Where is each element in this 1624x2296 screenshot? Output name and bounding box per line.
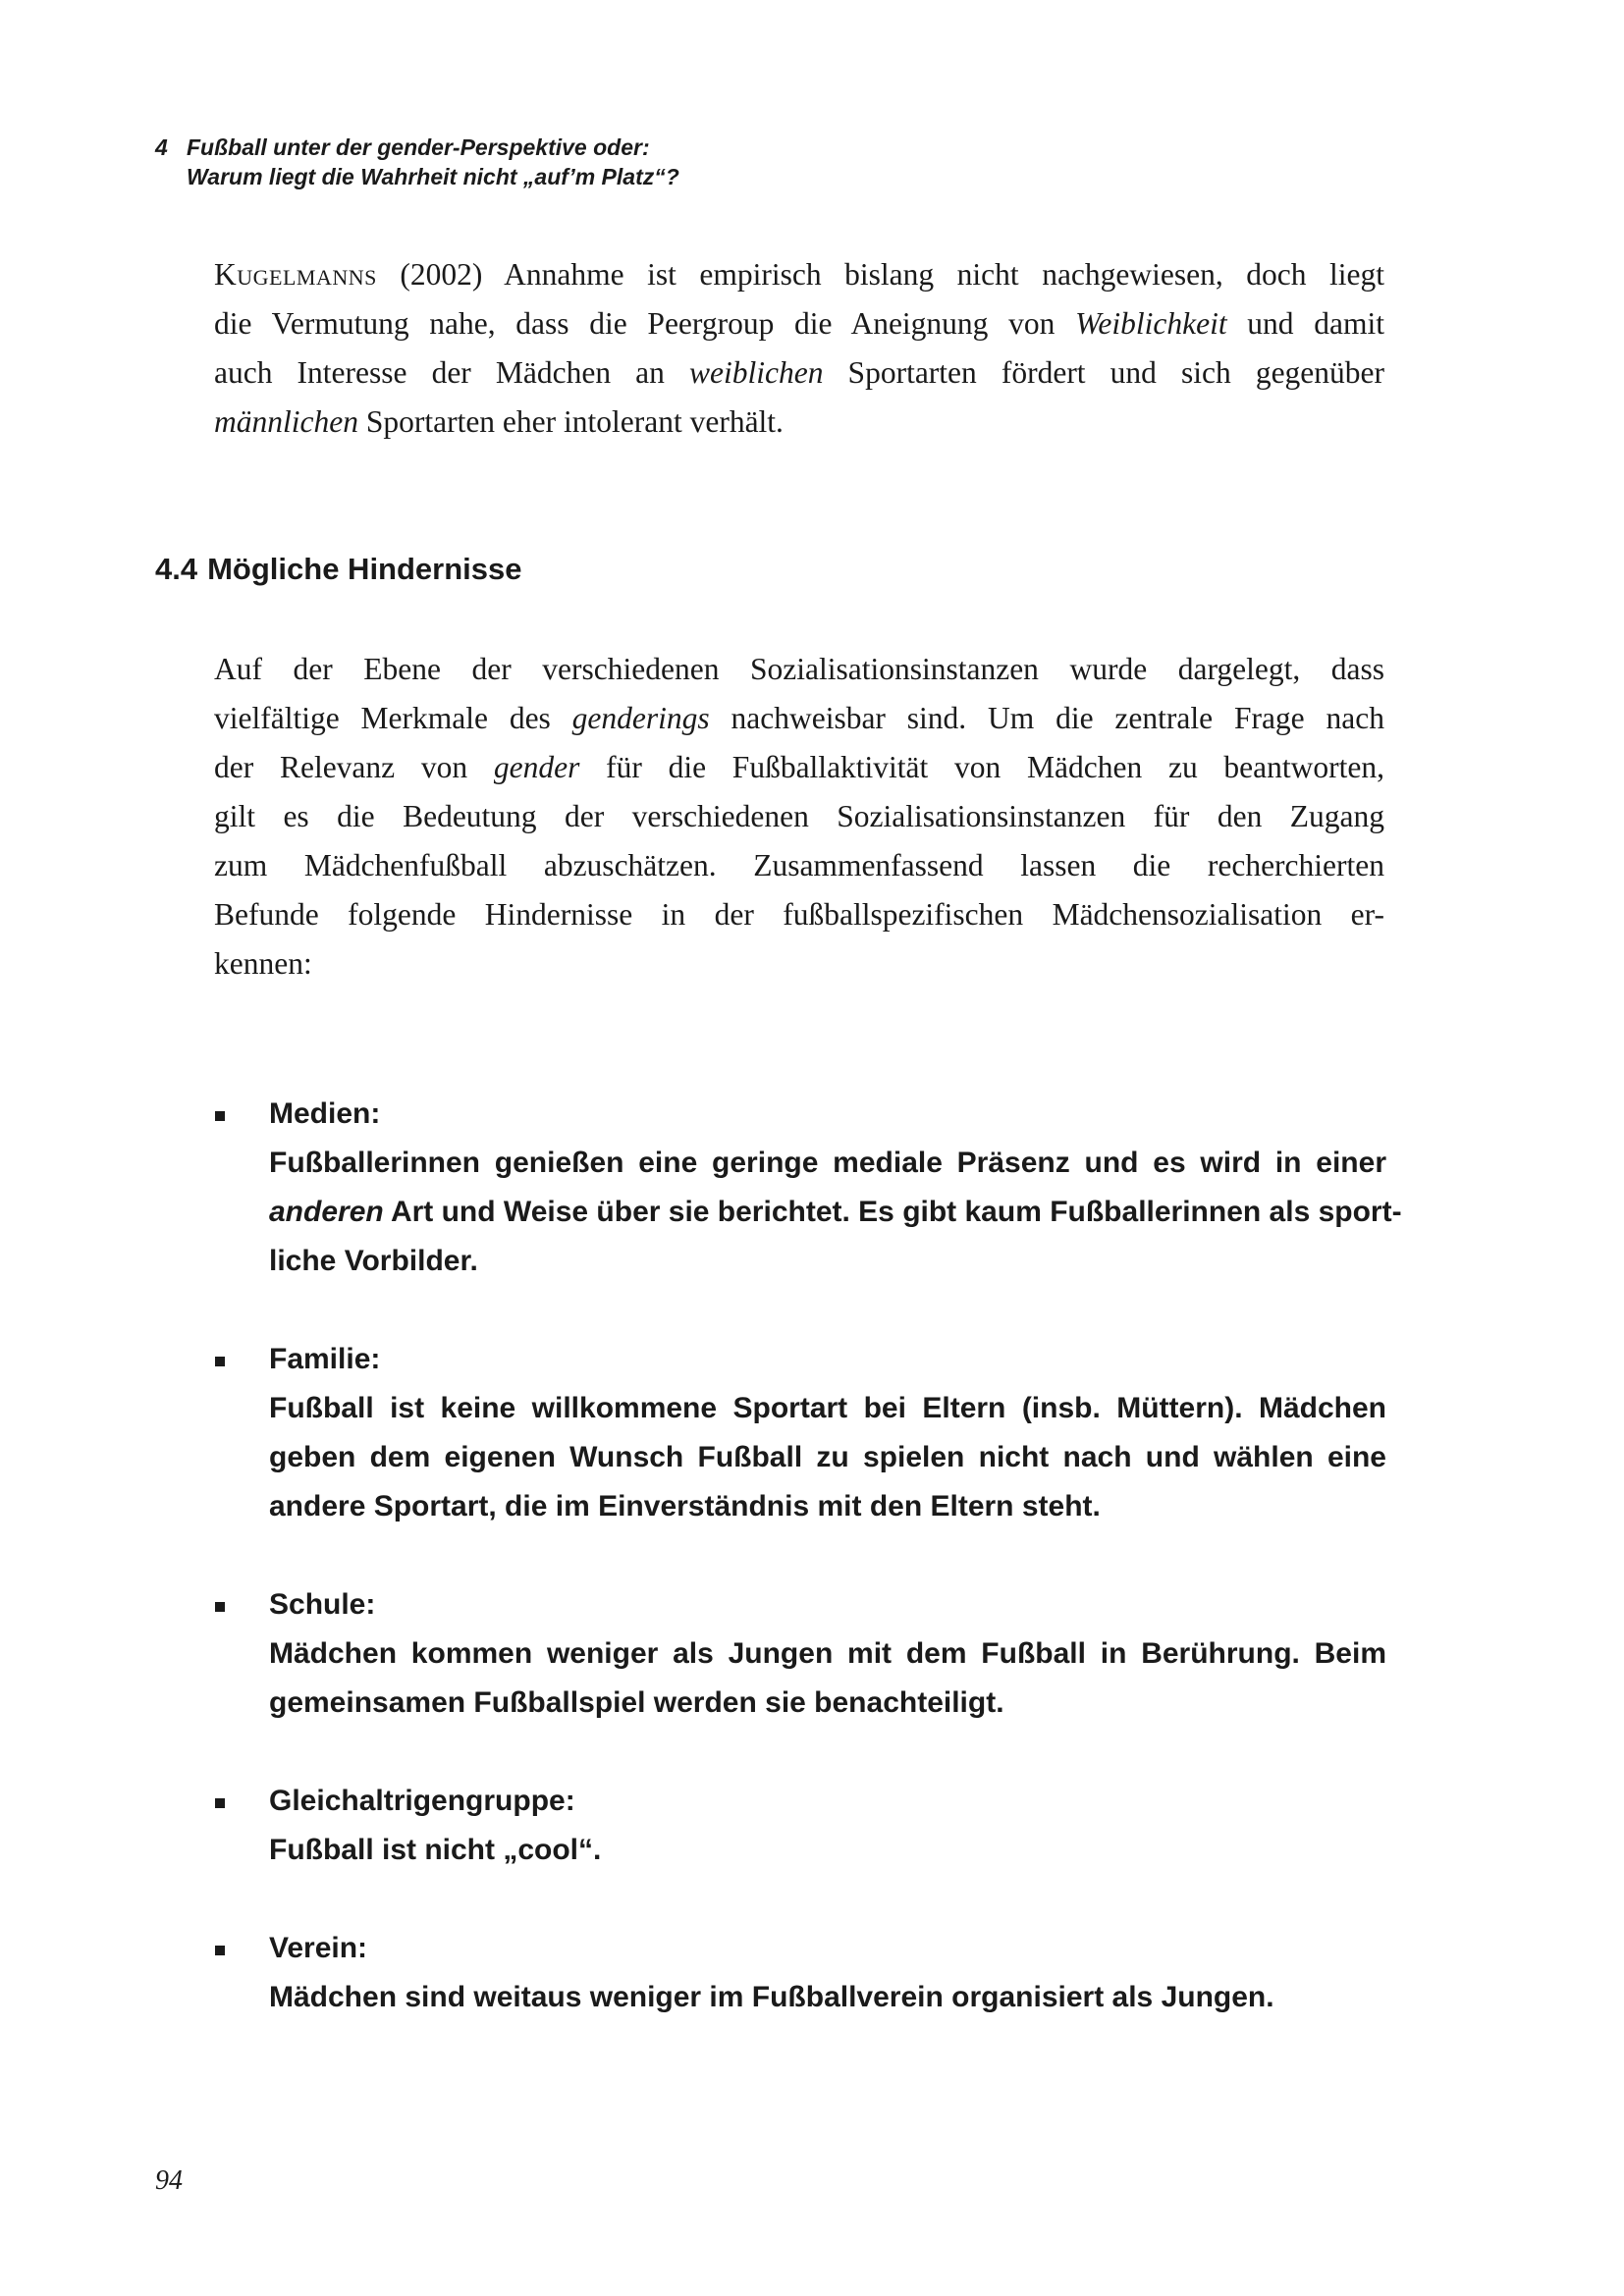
- list-item-schule: [214, 1580, 1386, 1728]
- list-item-title: Medien:: [269, 1097, 381, 1130]
- text-run: die Vermutung nahe, dass die Peergroup die Aneignung von: [214, 306, 1076, 341]
- paragraph-line: zum Mädchenfußball abzuschätzen. Zusammenfassend lassen die recherchierten: [214, 848, 1384, 882]
- list-item-line: [269, 1188, 1402, 1237]
- page-number: 94: [155, 2165, 183, 2196]
- paragraph-line: [214, 398, 1384, 447]
- chapter-number: 4: [155, 134, 168, 160]
- list-item-line: andere Sportart, die im Einverständnis mit den Eltern steht.: [269, 1490, 1101, 1522]
- text-run: und damit: [1226, 306, 1384, 341]
- text-run: für die Fußballaktivität von Mädchen zu beantworten,: [579, 750, 1384, 784]
- square-bullet-icon: [215, 1602, 225, 1612]
- text-run: nachweisbar sind. Um die zentrale Frage nach: [709, 701, 1384, 735]
- text-run: (2002) Annahme ist empirisch bislang nicht nachgewiesen, doch liegt: [376, 257, 1384, 292]
- running-header-line-1: [155, 133, 679, 162]
- cited-author: Kugelmanns: [214, 257, 377, 292]
- list-item-line: Fußball ist keine willkommene Sportart bei Eltern (insb. Müttern). Mädchen: [269, 1392, 1386, 1424]
- paragraph-line: [214, 250, 1384, 299]
- section-title: Mögliche Hindernisse: [207, 552, 522, 586]
- list-item-verein: [214, 1924, 1386, 2022]
- list-item-line: liche Vorbilder.: [269, 1245, 478, 1277]
- emphasis: Weiblichkeit: [1075, 306, 1227, 341]
- square-bullet-icon: [215, 1111, 225, 1121]
- emphasis: gender: [493, 750, 580, 784]
- emphasis: anderen: [269, 1196, 384, 1228]
- paragraph-line: Befunde folgende Hindernisse in der fußballspezifischen Mädchensozialisation er-: [214, 897, 1384, 932]
- list-item-line: gemeinsamen Fußballspiel werden sie benachteiligt.: [269, 1686, 1004, 1719]
- emphasis: männlichen: [214, 404, 358, 439]
- paragraph-line: [214, 743, 1384, 792]
- paragraph-line: kennen:: [214, 946, 312, 981]
- chapter-title-line-2: Warum liegt die Wahrheit nicht „auf’m Platz“?: [187, 164, 679, 189]
- text-run: Art und Weise über sie berichtet. Es gibt kaum Fußballerinnen als sport-: [383, 1196, 1402, 1228]
- list-item-title: Familie:: [269, 1343, 381, 1375]
- list-item-line: Mädchen kommen weniger als Jungen mit dem Fußball in Berührung. Beim: [269, 1637, 1386, 1670]
- text-run: vielfältige Merkmale des: [214, 701, 572, 735]
- paragraph-line: [214, 348, 1384, 398]
- list-item-line: Fußball ist nicht „cool“.: [269, 1834, 602, 1866]
- square-bullet-icon: [215, 1946, 225, 1955]
- running-header: [155, 133, 679, 191]
- chapter-title-line-1: Fußball unter der gender-Perspektive oder:: [187, 134, 650, 160]
- list-item-line: geben dem eigenen Wunsch Fußball zu spielen nicht nach und wählen eine: [269, 1441, 1386, 1473]
- paragraph-line: [214, 694, 1384, 743]
- section-heading: [155, 550, 522, 589]
- list-item-line: Fußballerinnen genießen eine geringe mediale Präsenz und es wird in einer: [269, 1147, 1386, 1179]
- emphasis: weiblichen: [689, 355, 824, 390]
- list-item-line: Mädchen sind weitaus weniger im Fußballverein organisiert als Jungen.: [269, 1981, 1274, 2013]
- square-bullet-icon: [215, 1798, 225, 1808]
- paragraph-line: [214, 299, 1384, 348]
- intro-paragraph: [214, 250, 1384, 447]
- text-run: Sportarten fördert und sich gegenüber: [823, 355, 1384, 390]
- paragraph-line: Auf der Ebene der verschiedenen Sozialisationsinstanzen wurde dargelegt, dass: [214, 652, 1384, 686]
- obstacle-list: [214, 1090, 1402, 2022]
- paragraph-line: gilt es die Bedeutung der verschiedenen Sozialisationsinstanzen für den Zugang: [214, 799, 1384, 833]
- list-item-title: Schule:: [269, 1588, 376, 1621]
- list-item-gleichaltrigengruppe: [214, 1777, 1386, 1875]
- list-item-familie: [214, 1335, 1386, 1531]
- emphasis: genderings: [571, 701, 710, 735]
- section-paragraph: [214, 645, 1384, 988]
- section-number: 4.4: [155, 552, 198, 586]
- text-run: auch Interesse der Mädchen an: [214, 355, 689, 390]
- list-item-title: Verein:: [269, 1932, 368, 1964]
- list-item-medien: [214, 1090, 1402, 1286]
- text-run: der Relevanz von: [214, 750, 494, 784]
- list-item-title: Gleichaltrigengruppe:: [269, 1785, 575, 1817]
- text-run: Sportarten eher intolerant verhält.: [357, 404, 784, 439]
- square-bullet-icon: [215, 1357, 225, 1366]
